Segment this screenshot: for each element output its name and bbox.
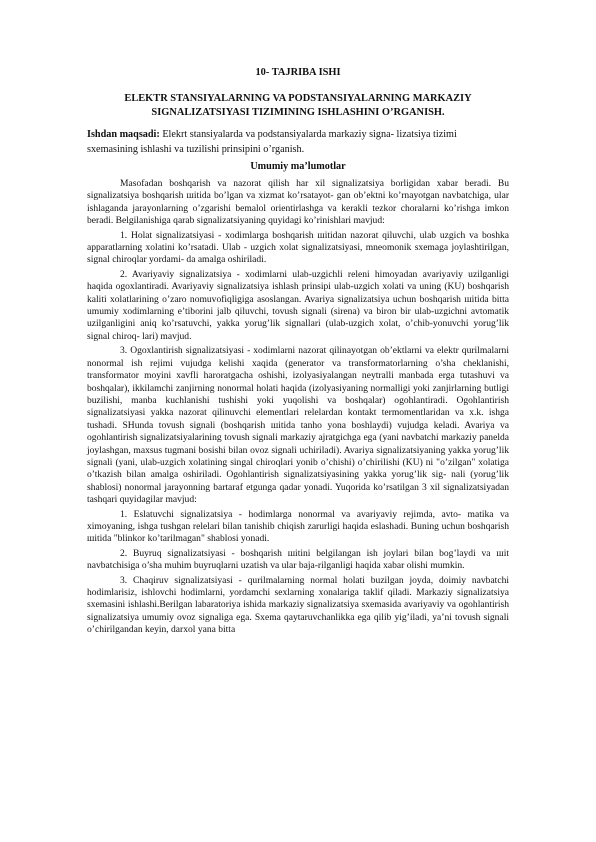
aim-text: Elekrt stansiyalarda va podstansiyalarda markaziy signa- lizatsiya tizimi sxemasining ishlashi va tuzilishi prinsipini o’rganish.: [87, 129, 457, 155]
aim-label: Ishdan maqsadi:: [87, 129, 160, 140]
lab-main-title: ELEKTR STANSIYALARNING VA PODSTANSIYALARNING MARKAZIY SIGNALIZATSIYASI TIZIMINING ISHLASHINI O’RGANISH.: [124, 93, 472, 118]
document-page: [87, 66, 509, 639]
paragraph-state-signaling: 1. Holat signalizatsiyasi - xodimlarga boshqarish шitidan nazorat qiluvchi, ulab uzgich va boshka apparatlarning xolatini ko’rsatadi. Ulab - uzgich xolat signalizatsiyasi, mneomonik sxemaga joylashtirilgan, signal chiroqlar yordami- da amalga oshiriladi.: [87, 229, 509, 266]
paragraph-reminder-signaling: 1. Eslatuvchi signalizatsiya - hodimlarga nonormal va avariyaviy rejimda, avto- matika va ximoyaning, ishga tushgan relelari bilan tanishib chiqish zarurligi haqida eslashadi. Buning uchun boshqarish шitida "blinkor ko’tarilmagan" shablosi yonadi.: [87, 508, 509, 545]
paragraph-call-signaling: 3. Chaqiruv signalizatsiyasi - qurilmalarning normal holati buzilgan joyda, doimiy navbatchi hodimlarisiz, ishlovchi hodimlarni, yordamchi sexlarning xonalariga taklif qiladi. Markaziy signalizatsiya sxemasini ishlashi.Berilgan labaratoriya ishida markaziy signalizatsiya sxemasida avariyaviy va ogohlantirish signalizatsiya umumiy ovoz signaliga ega. Sxema qaytaruvchanlikka ega qilib yig’iladi, ya’ni tovush signali o’chirilgandan keyin, darxol yana bitta: [87, 574, 509, 636]
paragraph-intro: Masofadan boshqarish va nazorat qilish har xil signalizatsiya borligidan xabar beradi. Bu signalizatsiya boshqarish шitida bo’lgan va xizmat ko’rsatayot- gan ob’ektni ko’rnayotgan navbatchiga, ular ishlaganda jarayonlarning o’zgarishi bemalol orientirlashga va kerakli tezkor choralarni ko’rishga imkon beradi. Belgilanishiga qarab signalizatsiyaning quyidagi ko’rinishlari mavjud:: [87, 178, 509, 227]
section-heading: Umumiy ma’lumotlar: [250, 161, 346, 172]
paragraph-emergency-signaling: 2. Avariyaviy signalizatsiya - xodimlarni ulab-uzgichli releni himoyadan avariyaviy uzilganligi haqida ogoxlantiradi. Avariyaviy signalizatsiya ishlash prinsipi ulab-uzgich xolati va uning (KU) boshqarish kaliti xolatlarining o’zaro nomuvofiqligiga asoslangan. Avariya signalizatsiya uchun boshqarish шitida bitta umumiy xodimlarning e’tiborini jalb qiluvchi, tovush signali (sirena) va biron bir ulab-uzgichni avtomatik uzilganligini aniq ko’rsatuvchi, yakka yorug’lik signallari (ulab-uzgich xolat, o’chib-yonuvchi yorug’lik signal chiroq- lari) mavjud.: [87, 268, 509, 342]
aim-paragraph: [87, 127, 509, 157]
paragraph-command-signaling: 2. Buyruq signalizatsiyasi - boshqarish шitini belgilangan ish joylari bilan bog’laydi va шit navbatchisiga o’sha muhim buyruqlarni uzatish va ular baja-rilganligi haqida xabar olishi mumkin.: [87, 547, 509, 572]
lab-number-title: 10- TAJRIBA ISHI: [255, 67, 341, 78]
paragraph-warning-signaling: 3. Ogoxlantirish signalizatsiyasi - xodimlarni nazorat qilinayotgan ob’ektlarni va elektr qurilmalarni nonormal ish rejimi vujudga kelishi xaqida (generator va transformatorlarning o’sha cheklanishi, transformator moyini xavfli haroratgacha oshishi, izolyasiyalangan neytralli manbada erga tutashuvi va boshqalar), ikkilamchi zanjirning nonormal holati haqida (izolyasiyaning normalligi yoki zanjirlarning butligi buzilishi, manba kuchlanishi tushishi yoki yuqolishi va boshqalar) ogohlantiradi. Ogohlantirish signalizatsiyasi yakka nazorat qilinuvchi elementlari relelardan kontakt termomentlaridan va x.k. ishga tushadi. SHunda tovush signali (boshqarish шitida tanho yona boshlaydi) vujudga keladi. Avariya va ogohlantirish signalizatsiyalarining tovush signali markaziy ajratgichga ega (yani navbatchi markaziy panelda joylashgan, maxsus tugmani bosishi bilan ovoz signali uchiriladi). Avariya signalizatsiyaning yakka yorug’lik signali (yani, ulab-uzgich xolatining singal chiroqlari yonib o’chishi) o’chirilishi (KU) ni "o’zilgan" xolatiga o’tkazish bilan amalga oshiriladi. Ogohlantirish signalizatsiyasining yakka yorug’lik sig- nali (yorug’lik shablosi) nonormal jarayonning bartaraf etgunga qadar yonadi. Yuqorida ko’rsatilgan 3 xil signalizatsiyadan tashqari quyidagilar mavjud:: [87, 345, 509, 506]
